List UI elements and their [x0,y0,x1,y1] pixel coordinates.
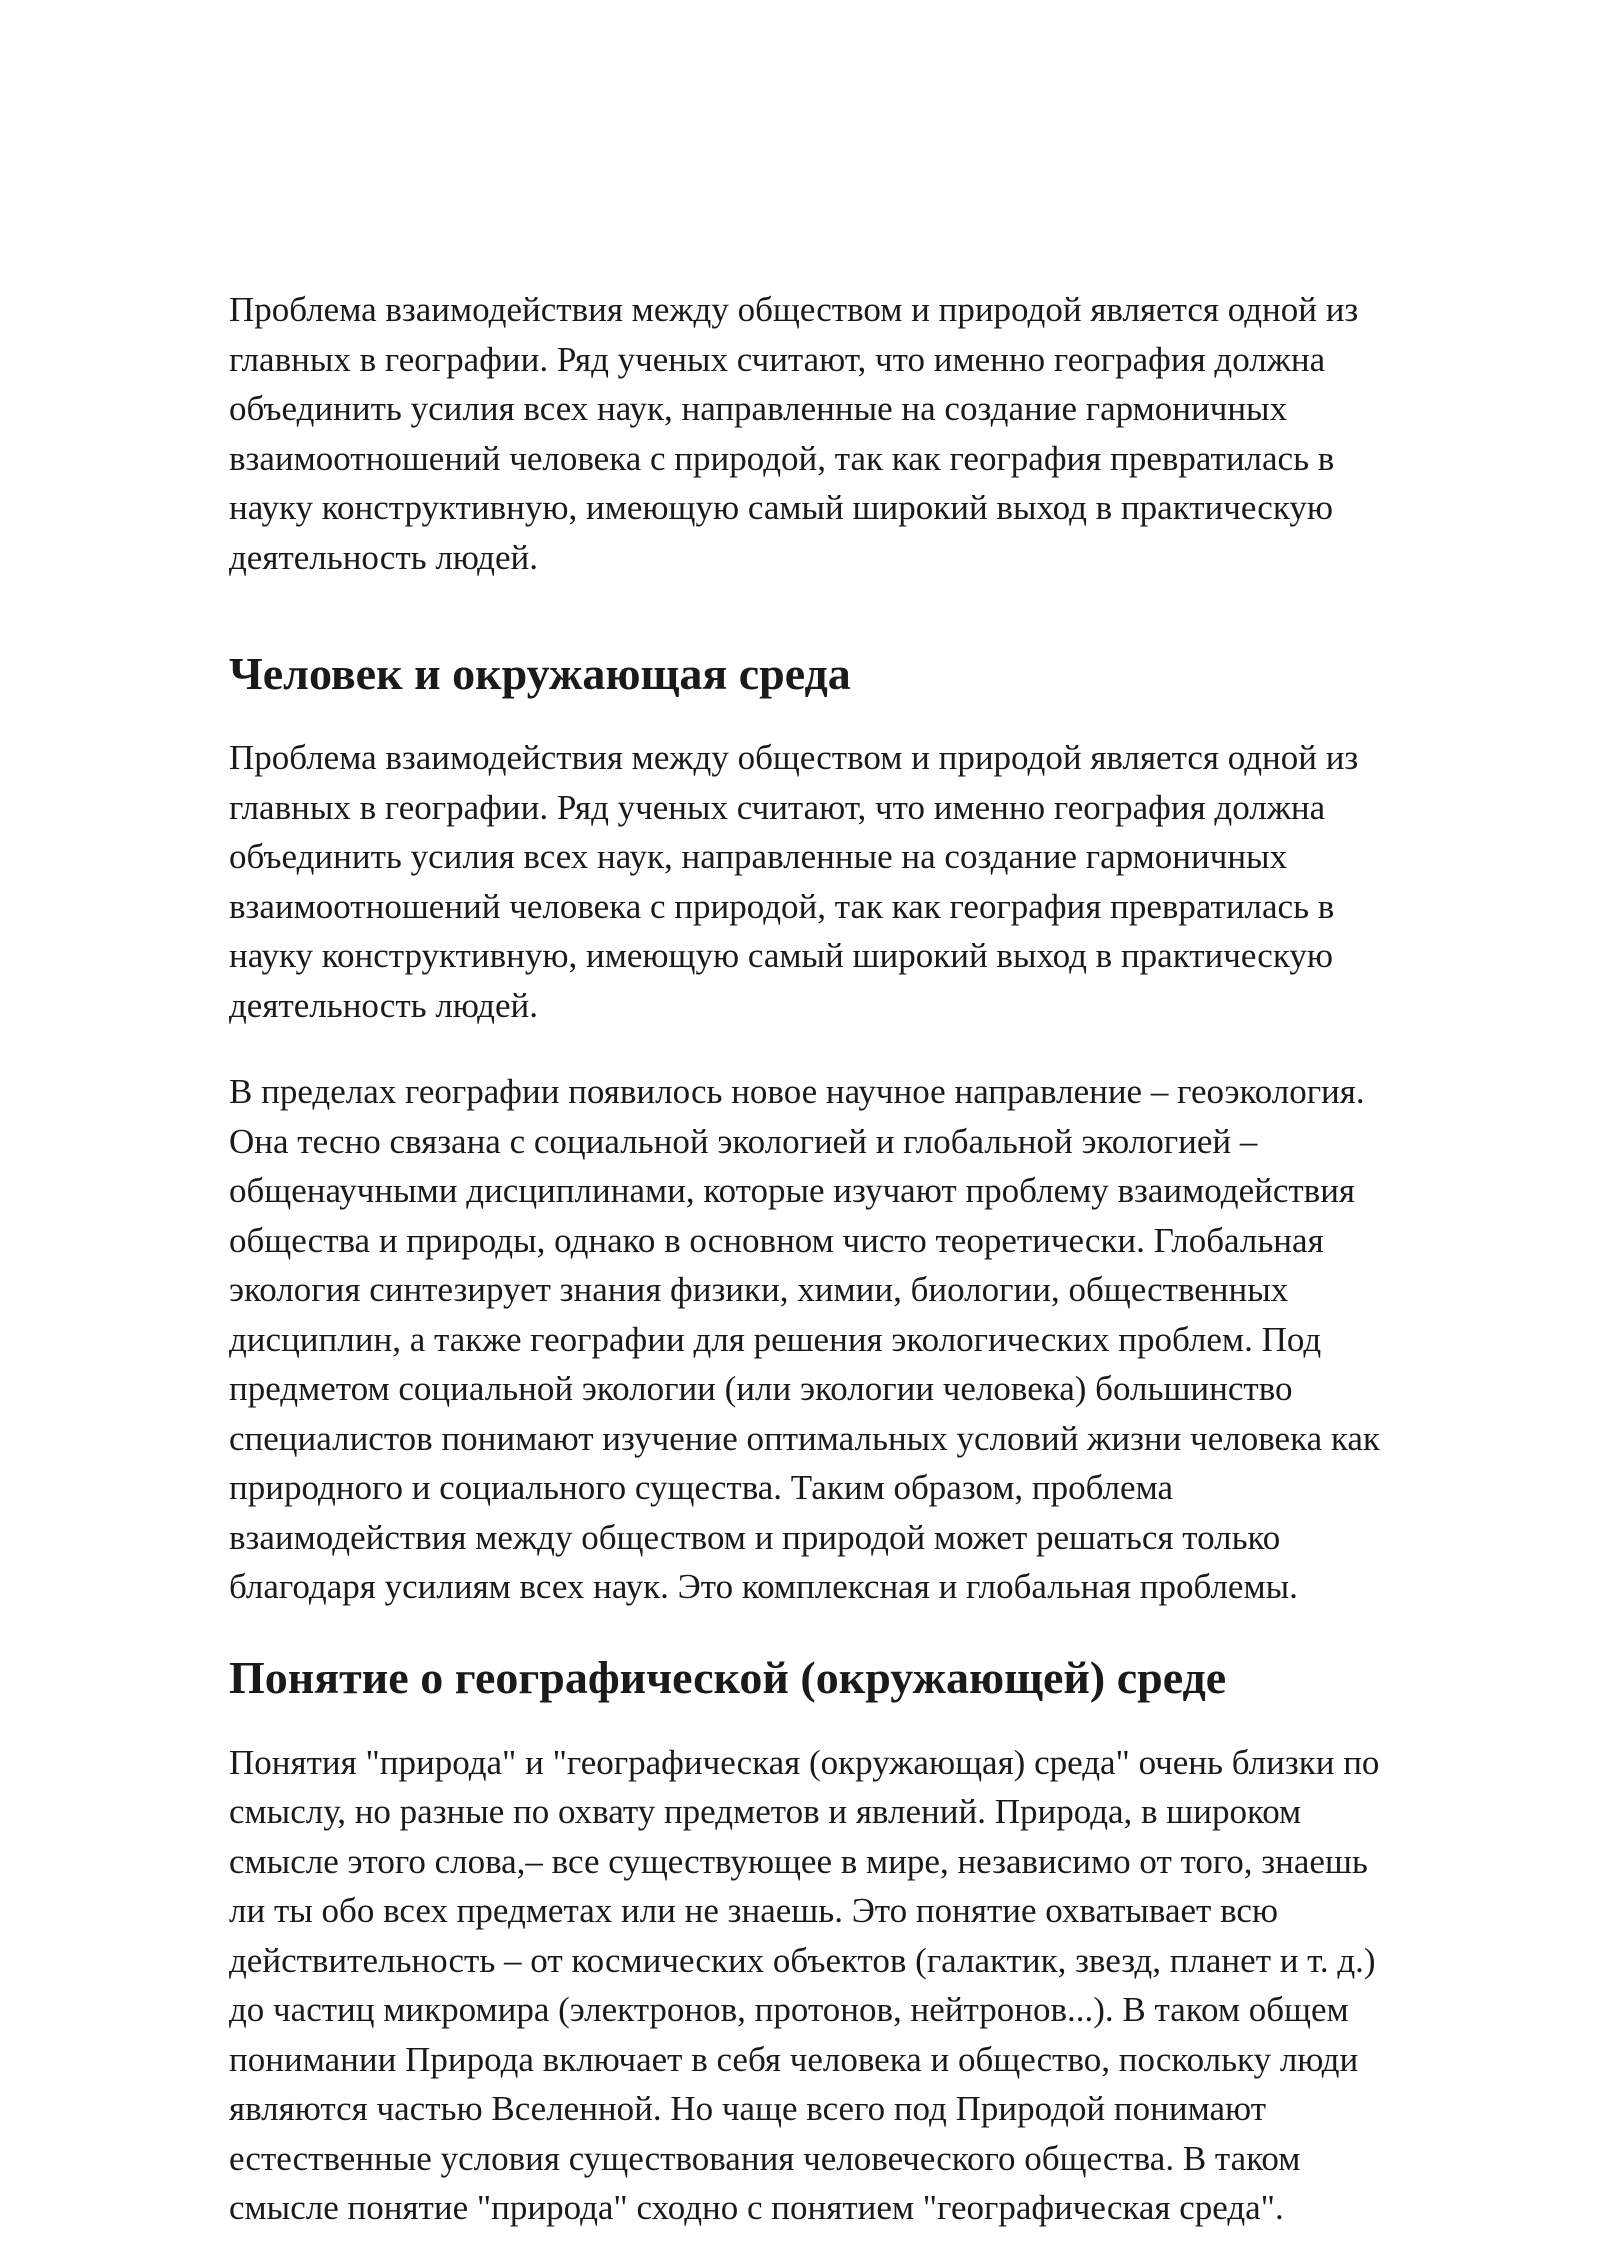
section-heading-geographic-environment: Понятие о географической (окружающей) среде [229,1651,1227,1703]
paragraph-line: взаимодействия между обществом и природой может решаться только [229,1517,1281,1557]
paragraph-line: до частиц микромира (электронов, протонов, нейтронов...). В таком общем [229,1990,1349,2029]
paragraph-line: Она тесно связана с социальной экологией и глобальной экологией – [229,1121,1258,1161]
paragraph-line: экология синтезирует знания физики, химии, биологии, общественных [229,1270,1289,1309]
paragraph-line: Проблема взаимодействия между обществом и природой является одной из [229,738,1359,777]
paragraph-line: В пределах географии появилось новое научное направление – геоэкология. [229,1072,1365,1111]
paragraph-line: науку конструктивную, имеющую самый широкий выход в практическую [229,488,1333,527]
paragraph-line: дисциплин, а также географии для решения экологических проблем. Под [229,1319,1322,1359]
section1-paragraph-2 [229,1067,1529,1612]
paragraph-line: смыслу, но разные по охвату предметов и явлений. Природа, в широком [229,1792,1302,1831]
paragraph-line: объединить усилия всех наук, направленные на создание гармоничных [229,837,1288,876]
paragraph-line: общенаучными дисциплинами, которые изучают проблему взаимодействия [229,1171,1356,1210]
paragraph-line: взаимоотношений человека с природой, так как география превратилась в [229,438,1335,478]
paragraph-line: деятельность людей. [229,985,539,1025]
paragraph-line: Проблема взаимодействия между обществом и природой является одной из [229,290,1359,329]
paragraph-line: общества и природы, однако в основном чисто теоретически. Глобальная [229,1220,1324,1260]
paragraph-line: деятельность людей. [229,537,539,577]
paragraph-line: главных в географии. Ряд ученых считают, что именно география должна [229,339,1326,379]
paragraph-line: природного и социального существа. Таким образом, проблема [229,1468,1174,1507]
paragraph-line: благодаря усилиям всех наук. Это комплексная и глобальная проблемы. [229,1567,1298,1606]
paragraph-line: взаимоотношений человека с природой, так как география превратилась в [229,886,1335,926]
paragraph-line: действительность – от космических объектов (галактик, звезд, планет и т. д.) [229,1940,1376,1980]
paragraph-line: главных в географии. Ряд ученых считают, что именно география должна [229,787,1326,827]
paragraph-line: естественные условия существования человеческого общества. В таком [229,2138,1301,2178]
paragraph-line: предметом социальной экологии (или экологии человека) большинство [229,1369,1293,1408]
intro-paragraph [229,285,1529,582]
paragraph-line: смысле понятие "природа" сходно с понятием "географическая среда". [229,2188,1284,2227]
section2-paragraph-1 [229,1738,1529,2233]
paragraph-line: науку конструктивную, имеющую самый широкий выход в практическую [229,936,1333,975]
section-heading-human-environment: Человек и окружающая среда [229,648,851,699]
paragraph-line: смысле этого слова,– все существующее в мире, независимо от того, знаешь [229,1841,1368,1881]
paragraph-line: являются частью Вселенной. Но чаще всего под Природой понимают [229,2089,1267,2128]
document-page [229,285,1529,2233]
paragraph-line: специалистов понимают изучение оптимальных условий жизни человека как [229,1418,1380,1458]
paragraph-line: понимании Природа включает в себя человека и общество, поскольку люди [229,2039,1359,2079]
paragraph-line: Понятия "природа" и "географическая (окружающая) среда" очень близки по [229,1742,1380,1782]
paragraph-line: ли ты обо всех предметах или не знаешь. Это понятие охватывает всю [229,1891,1279,1930]
paragraph-line: объединить усилия всех наук, направленные на создание гармоничных [229,389,1288,428]
section1-paragraph-1 [229,733,1529,1030]
